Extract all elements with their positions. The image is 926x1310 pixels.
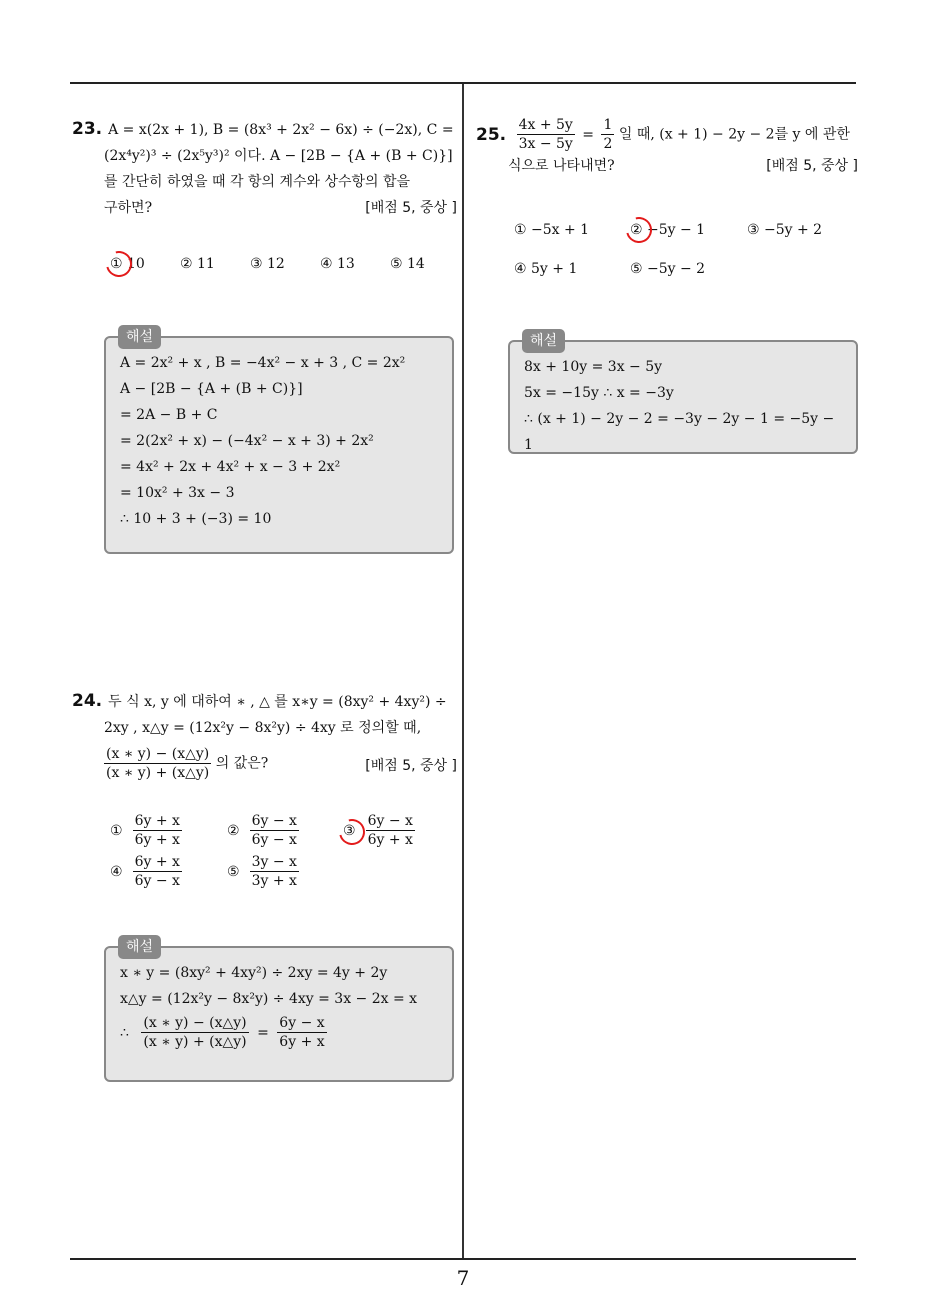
- question-number: 24.: [72, 691, 103, 711]
- choice-5[interactable]: ⑤ $\frac{3y - x}{3y + x}$: [227, 854, 297, 889]
- choice-3[interactable]: ③ $\frac{6y - x}{6y + x}$: [343, 813, 413, 848]
- solution-line: ∴ $\frac{(x ∗ y) - (x\triangle y)}{(x ∗ y) + (x\triangle y)}$ = $\frac{6y - x}{6y + x}$: [120, 1015, 325, 1050]
- choice-4[interactable]: ④ 13: [320, 256, 355, 272]
- solution-line: x ∗ y = (8xy² + 4xy²) ÷ 2xy = 4y + 2y: [120, 965, 388, 981]
- choice-3[interactable]: ③ −5y + 2: [747, 222, 823, 238]
- bottom-rule: [70, 1258, 856, 1260]
- solution-line: = 2(2x² + x) − (−4x² − x + 3) + 2x²: [120, 433, 374, 449]
- question-24: [72, 688, 457, 782]
- solution-line: 8x + 10y = 3x − 5y: [524, 359, 663, 375]
- solution-label: 해설: [118, 935, 161, 959]
- solution-label: 해설: [522, 329, 565, 353]
- solution-line: A − [2B − {A + (B + C)}]: [120, 381, 303, 397]
- choice-2[interactable]: ② 11: [180, 256, 215, 272]
- solution-line: ∴ 10 + 3 + (−3) = 10: [120, 511, 272, 527]
- expression-fraction: $\frac{4x + 5y}{3x - 5y}$: [518, 117, 573, 152]
- choice-1[interactable]: ① 10: [110, 256, 145, 272]
- solution-line: ∴ (x + 1) − 2y − 2 = −3y − 2y − 1 = −5y − 1: [524, 411, 835, 453]
- score-label: [배점 5, 중상 ]: [766, 158, 858, 174]
- question-text-line: 2xy , x△y = (12x²y − 8x²y) ÷ 4xy 로 정의할 때,: [104, 720, 422, 736]
- choice-2[interactable]: ② −5y − 1: [630, 222, 706, 238]
- answer-circle-mark: [621, 212, 657, 248]
- question-text-line: 식으로 나타내면?: [508, 158, 615, 174]
- question-text-line: 를 간단히 하였을 때 각 항의 계수와 상수항의 합을: [104, 174, 411, 190]
- expression-fraction: $\frac{(x ∗ y) - (x\triangle y)}{(x ∗ y) + (x\triangle y)}$: [106, 746, 210, 781]
- choice-4[interactable]: ④ $\frac{6y + x}{6y - x}$: [110, 854, 180, 889]
- score-label: [배점 5, 중상 ]: [365, 758, 457, 774]
- choice-5[interactable]: ⑤ −5y − 2: [630, 261, 706, 277]
- choice-3[interactable]: ③ 12: [250, 256, 285, 272]
- question-number: 25.: [476, 124, 507, 145]
- question-text-line: 두 식 x, y 에 대하여 ∗ , △ 를 x∗y = (8xy² + 4xy²) ÷: [108, 694, 447, 710]
- solution-box-24: [104, 946, 454, 1082]
- solution-line: 5x = −15y ∴ x = −3y: [524, 385, 674, 401]
- solution-line: = 4x² + 2x + 4x² + x − 3 + 2x²: [120, 459, 341, 475]
- question-25: 25. $\frac{4x + 5y}{3x - 5y}$ = $\frac{1}{2}$ 일 때, (x + 1) − 2y − 2를 y 에 관한 식으로 나타내면? [배점 5, 중상 ]: [476, 116, 858, 179]
- question-text-line: 의 값은?: [215, 755, 269, 772]
- solution-line: = 10x² + 3x − 3: [120, 485, 235, 501]
- solution-line: A = 2x² + x , B = −4x² − x + 3 , C = 2x²: [120, 355, 406, 371]
- page-number: 7: [456, 1266, 470, 1290]
- question-number: 23.: [72, 119, 103, 139]
- solution-line: x△y = (12x²y − 8x²y) ÷ 4xy = 3x − 2x = x: [120, 991, 418, 1007]
- solution-box-25: [508, 340, 858, 454]
- choice-4[interactable]: ④ 5y + 1: [514, 261, 578, 277]
- choice-1[interactable]: ① −5x + 1: [514, 222, 590, 238]
- choice-5[interactable]: ⑤ 14: [390, 256, 425, 272]
- choice-2[interactable]: ② $\frac{6y - x}{6y - x}$: [227, 813, 297, 848]
- solution-line: = 2A − B + C: [120, 407, 218, 423]
- half-fraction: $\frac{1}{2}$: [603, 117, 613, 152]
- question-text-line: 구하면?: [104, 200, 153, 216]
- column-divider: [462, 84, 464, 1259]
- question-text-line: 일 때, (x + 1) − 2y − 2를 y 에 관한: [618, 126, 850, 143]
- question-text-line: A = x(2x + 1), B = (8x³ + 2x² − 6x) ÷ (−2x), C =: [108, 122, 454, 138]
- question-text-line: (2x⁴y²)³ ÷ (2x⁵y³)² 이다. A − [2B − {A + (B + C)}]: [104, 148, 453, 164]
- choice-1[interactable]: ① $\frac{6y + x}{6y + x}$: [110, 813, 180, 848]
- answer-circle-mark: [101, 246, 137, 282]
- score-label: [배점 5, 중상 ]: [365, 200, 457, 216]
- question-23: [72, 116, 457, 221]
- solution-label: 해설: [118, 325, 161, 349]
- solution-box-23: [104, 336, 454, 554]
